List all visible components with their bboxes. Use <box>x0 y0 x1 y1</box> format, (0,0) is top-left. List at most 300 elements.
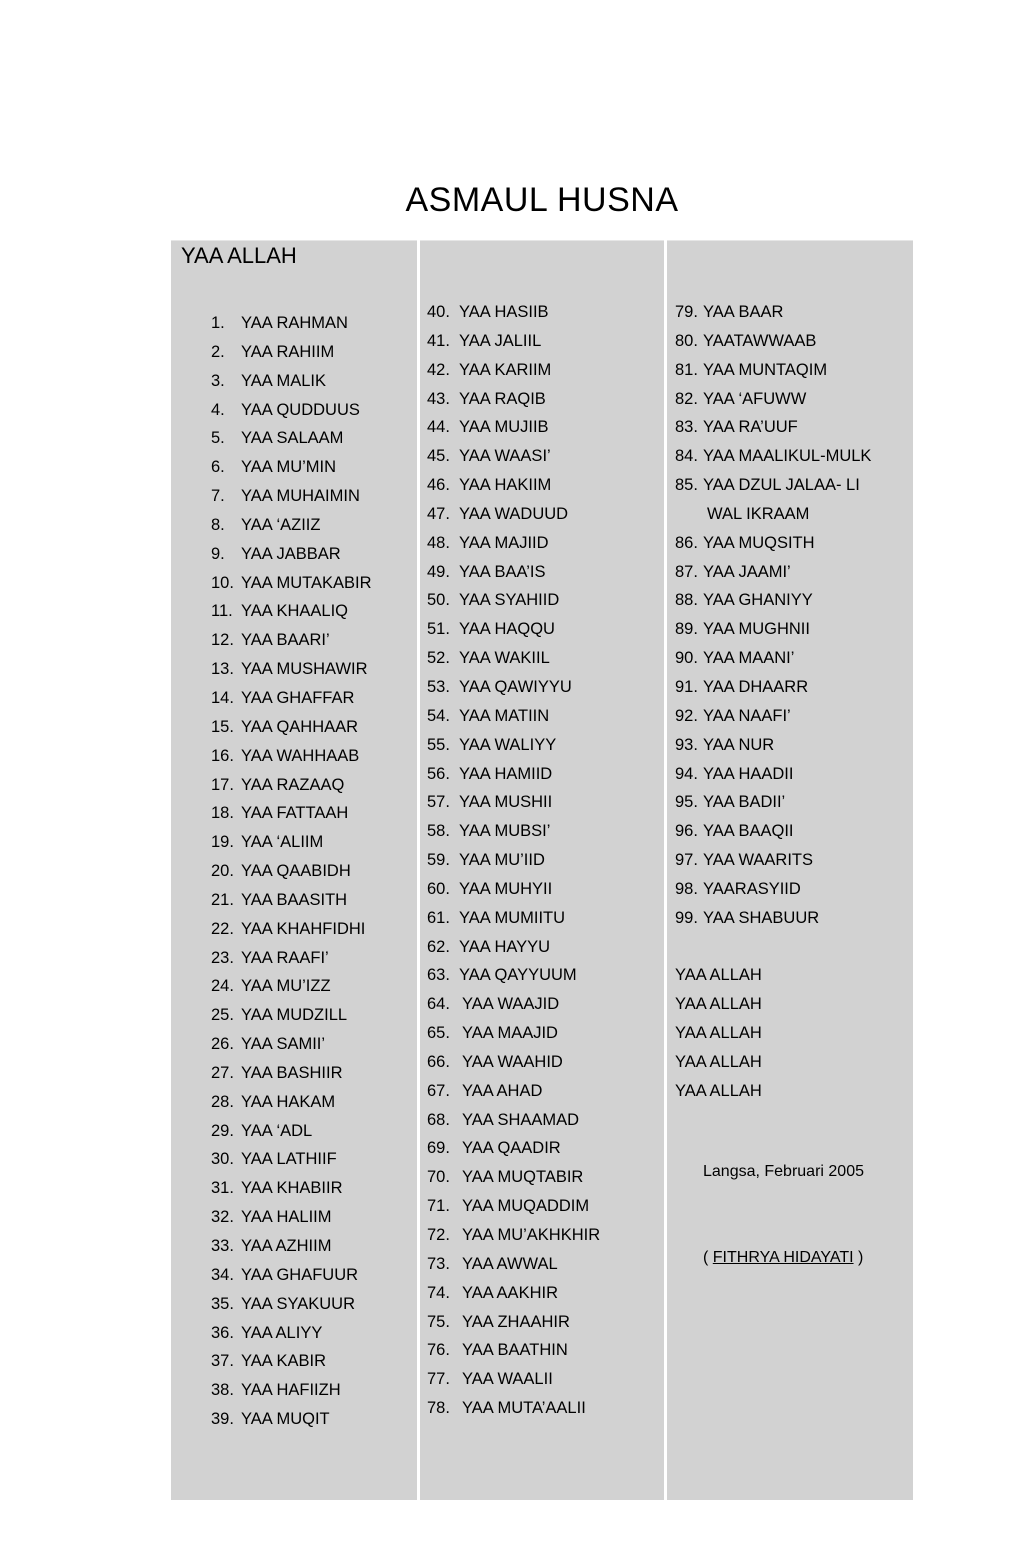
item-number: 21. <box>211 890 234 909</box>
item-number: 75. <box>427 1312 450 1331</box>
item-number: 6. <box>211 458 225 477</box>
item-name: YAA WAAHID <box>462 1052 563 1071</box>
item-number: 67. <box>427 1081 450 1100</box>
item-number: 25. <box>211 1006 234 1025</box>
list-item <box>420 731 600 760</box>
list-item <box>171 1088 372 1117</box>
item-name: YAA HASIIB <box>459 303 549 321</box>
item-number: 20. <box>211 862 234 881</box>
item-name: YAA HAYYU <box>459 937 551 956</box>
list-item <box>171 972 372 1001</box>
item-number: 93. <box>675 735 698 754</box>
item-name: YAA NUR <box>703 735 775 754</box>
item-number: 39. <box>211 1410 234 1429</box>
list-item <box>420 442 600 471</box>
item-number: 87. <box>675 562 698 581</box>
list-item <box>667 673 871 702</box>
item-number: 57. <box>427 793 450 812</box>
item-name: YAA DZUL JALAA- LI <box>703 476 860 495</box>
item-number: 80. <box>675 331 698 350</box>
item-number: 1. <box>211 314 225 332</box>
list-item <box>171 713 372 742</box>
item-name: YAA MUTAKABIR <box>241 573 372 592</box>
item-number: 84. <box>675 447 698 466</box>
closing-line: YAA ALLAH <box>675 1024 762 1043</box>
list-item <box>420 644 600 673</box>
list-item <box>420 904 600 933</box>
list-item <box>171 915 372 944</box>
item-name: WAL IKRAAM <box>707 504 810 523</box>
item-name: YAA QAHHAAR <box>241 717 359 736</box>
names-column-3 <box>667 240 913 1500</box>
item-number: 61. <box>427 908 450 927</box>
list-item <box>420 1221 600 1250</box>
item-number: 45. <box>427 447 450 466</box>
place-date: Langsa, Februari 2005 <box>703 1163 864 1180</box>
column-heading: YAA ALLAH <box>181 243 297 268</box>
list-item <box>171 771 372 800</box>
item-number: 33. <box>211 1237 234 1255</box>
list-item <box>667 500 871 529</box>
item-number: 11. <box>211 602 233 621</box>
list-item <box>420 385 600 414</box>
list-item <box>420 529 600 558</box>
item-number: 96. <box>675 822 698 841</box>
item-name: YAA MUDZILL <box>241 1006 348 1025</box>
item-number: 32. <box>211 1208 234 1227</box>
list-item <box>171 1059 372 1088</box>
item-name: YAA RAAFI’ <box>241 948 329 967</box>
item-number: 23. <box>211 948 234 967</box>
item-name: YAA AAKHIR <box>462 1283 558 1302</box>
list-item <box>420 1106 600 1135</box>
list-item <box>667 817 871 846</box>
item-name: YAA GHANIYY <box>703 591 813 610</box>
item-number: 79. <box>675 303 698 321</box>
closing-line: YAA ALLAH <box>675 1052 762 1071</box>
item-number: 46. <box>427 476 450 495</box>
item-number: 66. <box>427 1052 450 1071</box>
item-number: 50. <box>427 591 450 610</box>
item-name: YAA FATTAAH <box>241 804 349 823</box>
list-item <box>667 875 871 904</box>
item-number: 42. <box>427 360 450 379</box>
list-item <box>420 1163 600 1192</box>
item-number: 31. <box>211 1179 234 1198</box>
item-name: YAA LATHIIF <box>241 1150 337 1169</box>
list-item <box>667 471 871 500</box>
item-number: 28. <box>211 1092 234 1111</box>
item-number: 91. <box>675 677 698 696</box>
list-item <box>420 1308 600 1337</box>
item-name: YAA HAKAM <box>241 1092 336 1111</box>
item-name: YAA AWWAL <box>462 1254 558 1273</box>
item-name: YAA ‘ALIIM <box>241 833 324 852</box>
list-item <box>420 1394 600 1423</box>
item-number: 49. <box>427 562 450 581</box>
item-number: 30. <box>211 1150 234 1169</box>
item-name: YAA QAADIR <box>462 1139 561 1158</box>
item-name: YAA MAALIKUL-MULK <box>703 447 872 466</box>
signature <box>703 1249 863 1267</box>
item-name: YAA MUHYII <box>459 879 553 898</box>
list-item <box>420 1279 600 1308</box>
list-item <box>171 742 372 771</box>
list-item <box>420 1365 600 1394</box>
item-number: 89. <box>675 620 698 639</box>
list-item <box>667 586 871 615</box>
item-name: YAA MU’IID <box>459 851 545 870</box>
list-item <box>171 684 372 713</box>
item-name: YAA WAALII <box>462 1370 553 1389</box>
list-item <box>667 298 871 327</box>
item-name: YAA WAKIIL <box>459 649 550 668</box>
item-number: 98. <box>675 879 698 898</box>
list-item <box>420 817 600 846</box>
item-name: YAA ‘ADL <box>241 1121 313 1140</box>
item-name: YAA HALIIM <box>241 1208 332 1227</box>
item-name: YAA HAQQU <box>459 620 555 639</box>
item-name: YAA RAZAAQ <box>241 775 345 794</box>
item-name: YAA ALIYY <box>241 1323 323 1342</box>
item-name: YAA BAAR <box>703 303 784 321</box>
names-list-1 <box>171 309 372 1434</box>
list-item <box>171 367 372 396</box>
item-name: YAA MUHAIMIN <box>241 487 360 506</box>
list-item <box>667 356 871 385</box>
item-number: 54. <box>427 706 450 725</box>
list-item <box>667 731 871 760</box>
list-item <box>667 442 871 471</box>
list-item <box>171 1261 372 1290</box>
item-name: YAA QAYYUUM <box>459 966 577 985</box>
item-number: 76. <box>427 1341 450 1360</box>
item-number: 16. <box>211 746 234 765</box>
list-item <box>420 933 600 962</box>
list-item <box>171 1376 372 1405</box>
item-number: 85. <box>675 476 698 495</box>
item-name: YAA HAFIIZH <box>241 1381 341 1400</box>
item-number: 51. <box>427 620 450 639</box>
item-name: YAA WAHHAAB <box>241 746 360 765</box>
item-name: YAA HAKIIM <box>459 476 552 495</box>
item-number: 17. <box>211 775 234 794</box>
list-item <box>171 1347 372 1376</box>
item-number: 74. <box>427 1283 450 1302</box>
list-item <box>420 1192 600 1221</box>
list-item <box>171 886 372 915</box>
item-number: 62. <box>427 937 450 956</box>
item-number: 65. <box>427 1024 450 1043</box>
list-item <box>667 558 871 587</box>
item-name: YAA ‘AZIIZ <box>241 515 321 534</box>
item-name: YAA JALIIL <box>459 331 542 350</box>
list-item <box>171 828 372 857</box>
list-item <box>171 1203 372 1232</box>
item-name: YAA MUQSITH <box>703 533 815 552</box>
item-name: YAA BAA’IS <box>459 562 546 581</box>
page-title: ASMAUL HUSNA <box>405 181 679 219</box>
list-item <box>420 702 600 731</box>
item-number: 71. <box>427 1197 450 1216</box>
list-item <box>667 788 871 817</box>
item-name: YAA MUQIT <box>241 1410 330 1429</box>
item-name: YAA ‘AFUWW <box>703 389 807 408</box>
item-name: YAA SHAAMAD <box>462 1110 580 1129</box>
item-name: YAA NAAFI’ <box>703 706 791 725</box>
list-item <box>171 944 372 973</box>
item-name: YAA GHAFFAR <box>241 688 355 707</box>
item-name: YAA MALIK <box>241 371 326 390</box>
list-item <box>171 309 372 338</box>
item-name: YAA BAAQII <box>703 822 794 841</box>
item-number: 15. <box>211 717 234 736</box>
item-name: YAA MUGHNII <box>703 620 810 639</box>
list-item <box>171 482 372 511</box>
list-item <box>171 799 372 828</box>
item-name: YAA MUJIIB <box>459 418 549 437</box>
item-number: 7. <box>211 487 225 506</box>
item-number: 35. <box>211 1294 234 1313</box>
list-item <box>420 298 600 327</box>
item-name: YAA QAWIYYU <box>459 677 572 696</box>
item-number: 2. <box>211 342 225 361</box>
item-name: YAA KARIIM <box>459 360 552 379</box>
item-number: 3. <box>211 371 225 390</box>
item-name: YAA WAASI’ <box>459 447 551 466</box>
item-number: 37. <box>211 1352 234 1371</box>
closing-line: YAA ALLAH <box>675 995 762 1014</box>
item-name: YAA MUSHII <box>459 793 553 812</box>
item-name: YAA JABBAR <box>241 544 341 563</box>
item-number: 4. <box>211 400 225 419</box>
item-number: 12. <box>211 631 234 650</box>
item-number: 36. <box>211 1323 234 1342</box>
item-number: 22. <box>211 919 234 938</box>
item-name: YAA MUNTAQIM <box>703 360 828 379</box>
item-number: 43. <box>427 389 450 408</box>
list-item <box>420 413 600 442</box>
item-name: YAA MUQADDIM <box>462 1197 590 1216</box>
item-number: 26. <box>211 1035 234 1054</box>
item-name: YAA SAMII’ <box>241 1035 326 1054</box>
list-item <box>171 453 372 482</box>
item-name: YAA DHAARR <box>703 677 809 696</box>
item-number: 5. <box>211 429 225 448</box>
item-number: 48. <box>427 533 450 552</box>
list-item <box>420 788 600 817</box>
list-item <box>420 1134 600 1163</box>
list-item <box>667 644 871 673</box>
item-number: 90. <box>675 649 698 668</box>
list-item <box>420 875 600 904</box>
item-number: 60. <box>427 879 450 898</box>
item-number: 97. <box>675 851 698 870</box>
list-item <box>420 356 600 385</box>
list-item <box>420 586 600 615</box>
item-name: YAA QAABIDH <box>241 862 351 881</box>
item-number: 64. <box>427 995 450 1014</box>
item-name: YAA MAANI’ <box>703 649 795 668</box>
item-number: 56. <box>427 764 450 783</box>
item-number: 24. <box>211 977 234 996</box>
item-name: YAA RAHMAN <box>241 314 348 332</box>
list-item <box>171 1030 372 1059</box>
list-item <box>171 1290 372 1319</box>
item-name: YAA SYAKUUR <box>241 1294 356 1313</box>
list-item <box>171 338 372 367</box>
item-number: 94. <box>675 764 698 783</box>
list-item <box>171 626 372 655</box>
item-number: 53. <box>427 677 450 696</box>
list-item <box>171 655 372 684</box>
item-name: YAA BAASITH <box>241 890 348 909</box>
item-name: YAA BAATHIN <box>462 1341 568 1360</box>
item-number: 18. <box>211 804 234 823</box>
item-name: YAA KHAALIQ <box>241 602 348 621</box>
item-number: 34. <box>211 1265 234 1284</box>
item-name: YAA SHABUUR <box>703 908 820 927</box>
item-name: YAA MATIIN <box>459 706 550 725</box>
list-item <box>171 1319 372 1348</box>
item-name: YAA GHAFUUR <box>241 1265 359 1284</box>
item-name: YAARASYIID <box>703 879 801 898</box>
item-number: 40. <box>427 303 450 321</box>
item-name: YAA SALAAM <box>241 429 344 448</box>
names-column-1 <box>171 240 417 1500</box>
item-name: YAA KHAHFIDHI <box>241 919 366 938</box>
names-list-2 <box>420 298 600 1423</box>
list-item <box>420 1048 600 1077</box>
list-item <box>667 327 871 356</box>
list-item <box>420 846 600 875</box>
signature-name: FITHRYA HIDAYATI <box>712 1249 854 1266</box>
item-number: 29. <box>211 1121 234 1140</box>
list-item <box>171 1405 372 1434</box>
item-number: 72. <box>427 1226 450 1244</box>
list-item <box>420 471 600 500</box>
item-name: YAA QUDDUUS <box>241 400 360 419</box>
list-item <box>171 511 372 540</box>
item-name: YAA HAMIID <box>459 764 553 783</box>
item-name: YAA MUTA’AALII <box>462 1399 586 1418</box>
item-number: 27. <box>211 1063 234 1082</box>
list-item <box>667 529 871 558</box>
item-name: YAA MU’AKHKHIR <box>462 1226 601 1244</box>
list-item <box>171 1232 372 1261</box>
item-name: YAA RAHIIM <box>241 342 335 361</box>
item-name: YAA MUSHAWIR <box>241 660 368 679</box>
list-item <box>171 1117 372 1146</box>
list-item <box>171 424 372 453</box>
item-number: 86. <box>675 533 698 552</box>
list-item <box>420 558 600 587</box>
list-item <box>420 1019 600 1048</box>
item-name: YAA MUQTABIR <box>462 1168 584 1187</box>
list-item <box>667 413 871 442</box>
list-item <box>171 1174 372 1203</box>
list-item <box>420 961 600 990</box>
list-item <box>171 857 372 886</box>
item-name: YAA ZHAAHIR <box>462 1312 570 1331</box>
item-number: 92. <box>675 706 698 725</box>
item-number: 13. <box>211 660 234 679</box>
item-name: YAA RAQIB <box>459 389 546 408</box>
item-number: 83. <box>675 418 698 437</box>
item-name: YAA BAARI’ <box>241 631 330 650</box>
names-list-3 <box>667 298 871 1106</box>
list-item <box>420 1336 600 1365</box>
item-number: 52. <box>427 649 450 668</box>
item-number: 38. <box>211 1381 234 1400</box>
item-number: 55. <box>427 735 450 754</box>
list-item <box>420 500 600 529</box>
item-name: YAA KHABIIR <box>241 1179 343 1198</box>
item-name: YAA MUMIITU <box>459 908 566 927</box>
item-number: 47. <box>427 504 450 523</box>
list-item <box>667 385 871 414</box>
item-name: YAA WAAJID <box>462 995 560 1014</box>
closing-line: YAA ALLAH <box>675 1081 762 1100</box>
item-name: YAA JAAMI’ <box>703 562 791 581</box>
item-number: 78. <box>427 1399 450 1418</box>
list-item <box>667 904 871 933</box>
list-item <box>667 846 871 875</box>
list-item <box>171 1145 372 1174</box>
item-name: YAA BADII’ <box>703 793 786 812</box>
item-number: 81. <box>675 360 698 379</box>
item-name: YAA SYAHIID <box>459 591 560 610</box>
names-column-2 <box>420 240 664 1500</box>
list-item <box>420 760 600 789</box>
item-name: YAA MU’MIN <box>241 458 337 477</box>
item-name: YAA WAARITS <box>703 851 814 870</box>
item-name: YAA MUBSI’ <box>459 822 551 841</box>
item-number: 69. <box>427 1139 450 1158</box>
item-name: YAA BASHIIR <box>241 1063 343 1082</box>
list-item <box>667 760 871 789</box>
list-item <box>420 990 600 1019</box>
item-name: YAA MU’IZZ <box>241 977 331 996</box>
list-item <box>420 1250 600 1279</box>
item-name: YAA WADUUD <box>459 504 569 523</box>
item-name: YAA HAADII <box>703 764 794 783</box>
item-name: YAATAWWAAB <box>703 331 817 350</box>
item-number: 9. <box>211 544 225 563</box>
list-item <box>420 327 600 356</box>
signature-open: ( <box>703 1249 713 1266</box>
item-number: 73. <box>427 1254 450 1273</box>
item-name: YAA AZHIIM <box>241 1237 332 1255</box>
list-item <box>420 615 600 644</box>
item-number: 59. <box>427 851 450 870</box>
item-number: 68. <box>427 1110 450 1129</box>
list-item <box>171 569 372 598</box>
item-number: 95. <box>675 793 698 812</box>
item-number: 10. <box>211 573 234 592</box>
item-name: YAA AHAD <box>462 1081 543 1100</box>
spacer <box>667 933 871 962</box>
list-item <box>171 597 372 626</box>
item-number: 88. <box>675 591 698 610</box>
item-number: 70. <box>427 1168 450 1187</box>
list-item <box>667 702 871 731</box>
list-item <box>171 540 372 569</box>
list-item <box>667 615 871 644</box>
item-number: 82. <box>675 389 698 408</box>
list-item <box>171 396 372 425</box>
signature-close: ) <box>853 1249 864 1266</box>
